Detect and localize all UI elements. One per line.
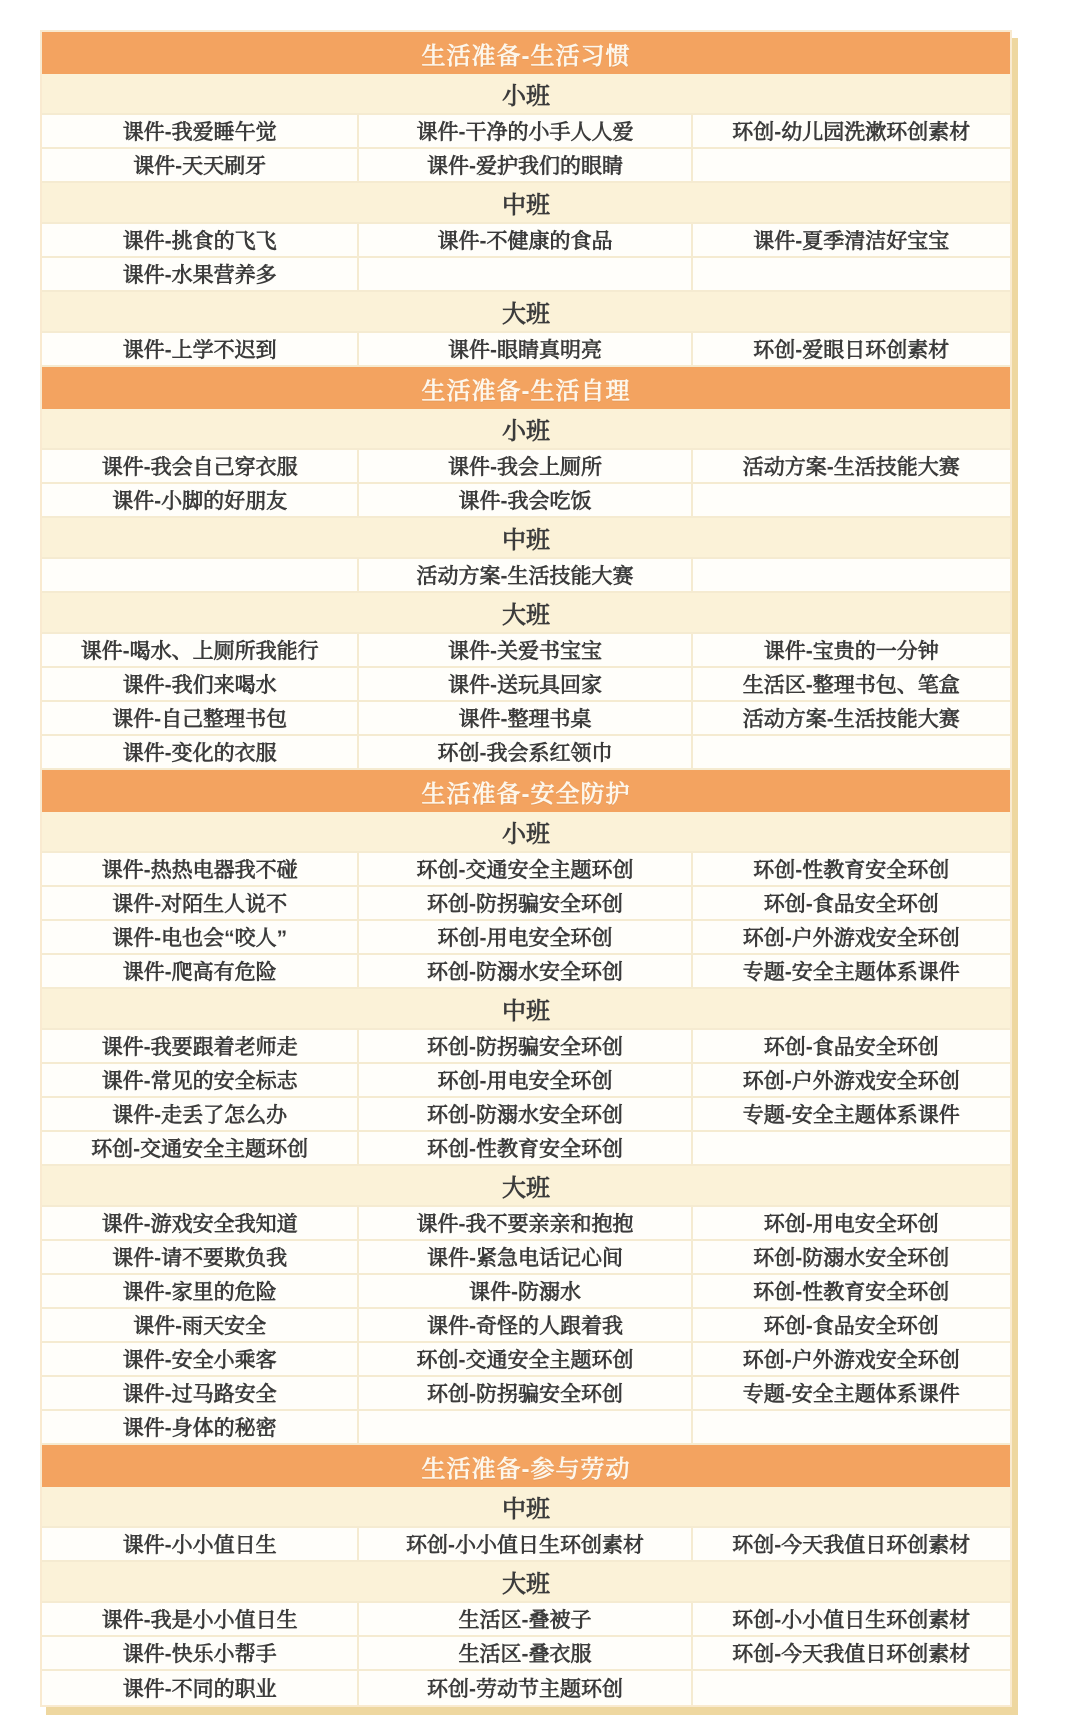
catalog-item: 专题-安全主题体系课件 xyxy=(742,1383,960,1406)
empty-cell xyxy=(693,149,1010,181)
catalog-item: 课件-电也会“咬人” xyxy=(42,921,359,953)
catalog-item: 环创-户外游戏安全环创 xyxy=(742,1070,960,1093)
catalog-item: 生活区-叠被子 xyxy=(359,1603,692,1635)
catalog-item: 环创-户外游戏安全环创 xyxy=(742,927,960,950)
class-header: 大班 xyxy=(42,593,1010,634)
table-row xyxy=(42,1309,1010,1343)
table-row xyxy=(42,559,1010,593)
empty-cell xyxy=(359,258,692,290)
section-header: 生活准备-生活自理 xyxy=(42,367,1010,409)
table-row xyxy=(42,1671,1010,1705)
table-row xyxy=(42,1030,1010,1064)
empty-cell xyxy=(693,736,1010,768)
catalog-item: 环创-交通安全主题环创 xyxy=(359,1343,692,1375)
table-row xyxy=(42,1377,1010,1411)
table-row xyxy=(42,1241,1010,1275)
table-row xyxy=(42,333,1010,367)
section-header: 生活准备-参与劳动 xyxy=(42,1445,1010,1487)
table-row xyxy=(42,921,1010,955)
empty-cell xyxy=(42,559,359,591)
catalog-item: 课件-眼睛真明亮 xyxy=(359,333,692,365)
catalog-item: 活动方案-生活技能大赛 xyxy=(742,708,960,731)
catalog-item: 课件-我不要亲亲和抱抱 xyxy=(359,1207,692,1239)
catalog-item: 课件-自己整理书包 xyxy=(42,702,359,734)
empty-cell xyxy=(693,559,1010,591)
catalog-item: 课件-常见的安全标志 xyxy=(42,1064,359,1096)
table-row xyxy=(42,224,1010,258)
class-header: 小班 xyxy=(42,812,1010,853)
class-header: 大班 xyxy=(42,1562,1010,1603)
catalog-item: 环创-用电安全环创 xyxy=(359,921,692,953)
empty-cell xyxy=(693,258,1010,290)
empty-cell xyxy=(693,484,1010,516)
catalog-item: 课件-走丢了怎么办 xyxy=(42,1098,359,1130)
catalog-item: 课件-安全小乘客 xyxy=(42,1343,359,1375)
table-row xyxy=(42,484,1010,518)
catalog-item: 课件-快乐小帮手 xyxy=(42,1637,359,1669)
catalog-item: 环创-防拐骗安全环创 xyxy=(359,1377,692,1409)
catalog-item: 课件-我要跟着老师走 xyxy=(42,1030,359,1062)
catalog-item: 环创-今天我值日环创素材 xyxy=(732,1534,971,1557)
table-row xyxy=(42,887,1010,921)
catalog-item: 课件-我是小小值日生 xyxy=(42,1603,359,1635)
catalog-item: 专题-安全主题体系课件 xyxy=(742,1104,960,1127)
catalog-item: 环创-交通安全主题环创 xyxy=(42,1132,359,1164)
catalog-item: 环创-食品安全环创 xyxy=(763,893,939,916)
table-row xyxy=(42,450,1010,484)
table-row xyxy=(42,115,1010,149)
catalog-item: 环创-食品安全环创 xyxy=(763,1315,939,1338)
catalog-item: 环创-防溺水安全环创 xyxy=(359,955,692,987)
table-row xyxy=(42,1411,1010,1445)
table-row xyxy=(42,955,1010,989)
catalog-item: 课件-热热电器我不碰 xyxy=(42,853,359,885)
catalog-item: 课件-关爱书宝宝 xyxy=(359,634,692,666)
catalog-item: 环创-防溺水安全环创 xyxy=(359,1098,692,1130)
table-row xyxy=(42,853,1010,887)
catalog-item: 生活区-叠衣服 xyxy=(359,1637,692,1669)
table-row xyxy=(42,702,1010,736)
catalog-item: 课件-紧急电话记心间 xyxy=(359,1241,692,1273)
catalog-item: 课件-家里的危险 xyxy=(42,1275,359,1307)
catalog-item: 课件-奇怪的人跟着我 xyxy=(359,1309,692,1341)
catalog-item: 课件-小脚的好朋友 xyxy=(42,484,359,516)
class-header: 中班 xyxy=(42,183,1010,224)
class-header: 中班 xyxy=(42,989,1010,1030)
catalog-item: 课件-水果营养多 xyxy=(42,258,359,290)
catalog-item: 课件-小小值日生 xyxy=(42,1528,359,1560)
catalog-item: 环创-性教育安全环创 xyxy=(753,1281,950,1304)
catalog-item: 环创-小小值日生环创素材 xyxy=(359,1528,692,1560)
catalog-item: 课件-游戏安全我知道 xyxy=(42,1207,359,1239)
catalog-item: 环创-交通安全主题环创 xyxy=(359,853,692,885)
table-row xyxy=(42,736,1010,770)
catalog-item: 课件-我会上厕所 xyxy=(359,450,692,482)
catalog-item: 课件-天天刷牙 xyxy=(42,149,359,181)
table-row xyxy=(42,1528,1010,1562)
table-row xyxy=(42,1275,1010,1309)
catalog-item: 课件-整理书桌 xyxy=(359,702,692,734)
empty-cell xyxy=(359,1411,692,1443)
catalog-item: 课件-防溺水 xyxy=(359,1275,692,1307)
empty-cell xyxy=(693,1671,1010,1705)
catalog-item: 活动方案-生活技能大赛 xyxy=(742,456,960,479)
catalog-item: 课件-爱护我们的眼睛 xyxy=(359,149,692,181)
class-header: 大班 xyxy=(42,292,1010,333)
table-row xyxy=(42,1132,1010,1166)
catalog-item: 课件-不健康的食品 xyxy=(359,224,692,256)
catalog-item: 环创-劳动节主题环创 xyxy=(359,1671,692,1705)
catalog-item: 环创-防拐骗安全环创 xyxy=(359,1030,692,1062)
catalog-item: 课件-过马路安全 xyxy=(42,1377,359,1409)
class-header: 小班 xyxy=(42,74,1010,115)
catalog-item: 课件-上学不迟到 xyxy=(42,333,359,365)
catalog-table xyxy=(40,30,1012,1707)
table-row xyxy=(42,1637,1010,1671)
catalog-item: 课件-送玩具回家 xyxy=(359,668,692,700)
table-row xyxy=(42,149,1010,183)
catalog-item: 环创-防拐骗安全环创 xyxy=(359,887,692,919)
catalog-item: 课件-爬高有危险 xyxy=(42,955,359,987)
table-row xyxy=(42,1207,1010,1241)
catalog-item: 课件-不同的职业 xyxy=(42,1671,359,1705)
catalog-item: 课件-干净的小手人人爱 xyxy=(359,115,692,147)
catalog-item: 环创-食品安全环创 xyxy=(763,1036,939,1059)
catalog-item: 环创-幼儿园洗漱环创素材 xyxy=(732,121,971,144)
catalog-item: 课件-喝水、上厕所我能行 xyxy=(42,634,359,666)
catalog-item: 课件-我们来喝水 xyxy=(42,668,359,700)
catalog-item: 专题-安全主题体系课件 xyxy=(742,961,960,984)
catalog-item: 活动方案-生活技能大赛 xyxy=(359,559,692,591)
catalog-item: 课件-我会吃饭 xyxy=(359,484,692,516)
catalog-item: 课件-夏季清洁好宝宝 xyxy=(753,230,950,253)
table-row xyxy=(42,1064,1010,1098)
catalog-item: 环创-性教育安全环创 xyxy=(753,859,950,882)
catalog-item: 课件-身体的秘密 xyxy=(42,1411,359,1443)
class-header: 中班 xyxy=(42,1487,1010,1528)
catalog-item: 环创-性教育安全环创 xyxy=(359,1132,692,1164)
class-header: 小班 xyxy=(42,409,1010,450)
table-row xyxy=(42,258,1010,292)
catalog-item: 环创-小小值日生环创素材 xyxy=(732,1609,971,1632)
section-header: 生活准备-安全防护 xyxy=(42,770,1010,812)
table-row xyxy=(42,1098,1010,1132)
empty-cell xyxy=(693,1411,1010,1443)
catalog-item: 环创-用电安全环创 xyxy=(763,1213,939,1236)
table-row xyxy=(42,668,1010,702)
catalog-item: 课件-对陌生人说不 xyxy=(42,887,359,919)
class-header: 中班 xyxy=(42,518,1010,559)
catalog-item: 课件-宝贵的一分钟 xyxy=(763,640,939,663)
catalog-item: 环创-今天我值日环创素材 xyxy=(732,1643,971,1666)
class-header: 大班 xyxy=(42,1166,1010,1207)
catalog-item: 课件-我爱睡午觉 xyxy=(42,115,359,147)
table-row xyxy=(42,1603,1010,1637)
empty-cell xyxy=(693,1132,1010,1164)
catalog-item: 环创-用电安全环创 xyxy=(359,1064,692,1096)
table-row xyxy=(42,1343,1010,1377)
table-row xyxy=(42,634,1010,668)
catalog-item: 环创-户外游戏安全环创 xyxy=(742,1349,960,1372)
section-header: 生活准备-生活习惯 xyxy=(42,32,1010,74)
catalog-item: 生活区-整理书包、笔盒 xyxy=(742,674,960,697)
catalog-item: 课件-请不要欺负我 xyxy=(42,1241,359,1273)
catalog-item: 课件-变化的衣服 xyxy=(42,736,359,768)
catalog-item: 课件-挑食的飞飞 xyxy=(42,224,359,256)
catalog-item: 环创-我会系红领巾 xyxy=(359,736,692,768)
catalog-item: 环创-防溺水安全环创 xyxy=(753,1247,950,1270)
catalog-item: 环创-爱眼日环创素材 xyxy=(753,339,950,362)
catalog-item: 课件-雨天安全 xyxy=(42,1309,359,1341)
catalog-item: 课件-我会自己穿衣服 xyxy=(42,450,359,482)
